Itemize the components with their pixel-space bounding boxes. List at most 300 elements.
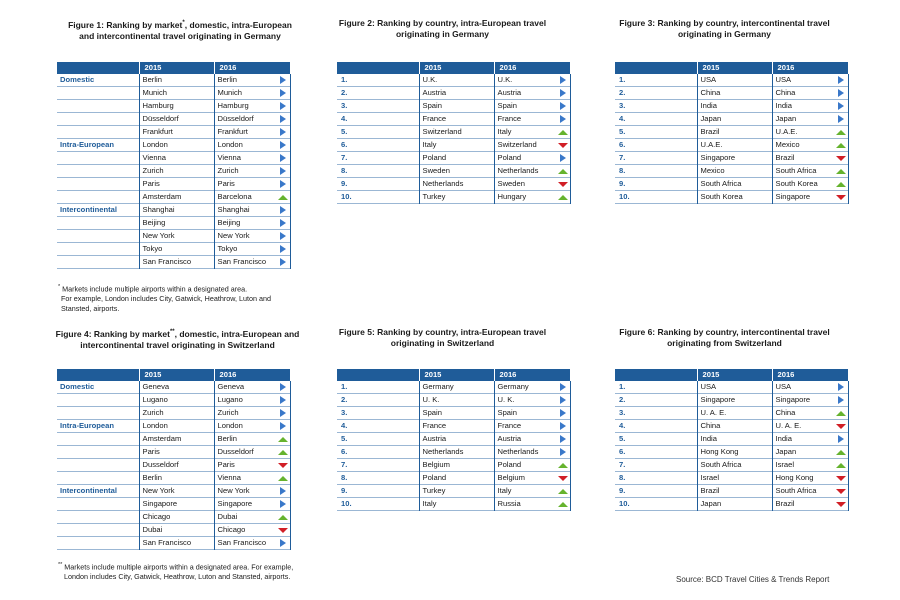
rank-2016-text: Italy [497,486,512,495]
table-row [615,191,848,204]
table-row [57,524,290,537]
year-header: 2015 [697,62,772,74]
rank-2016-text: U.K. [497,75,513,84]
rank-2016-cell [214,191,290,204]
table-row [57,420,290,433]
rank-2016-text: Lugano [217,395,243,404]
table-header-row [57,369,290,381]
trend-up-icon [558,169,568,174]
table-row [337,165,570,178]
rank-2016-cell [772,152,848,165]
rank-2016-cell [214,204,290,217]
rank-2015-cell: Belgium [419,459,494,472]
header-blank [337,62,419,74]
rank-number: 7. [337,152,419,165]
rank-2016-text: Sweden [497,179,525,188]
rank-2016-text: Frankfurt [217,127,248,136]
table-row [615,165,848,178]
rank-2016-text: Hungary [497,192,527,201]
rank-number: 3. [337,100,419,113]
rank-2016-cell [214,446,290,459]
figure-3-table [615,62,849,204]
rank-number: 4. [615,420,697,433]
trend-same-icon [280,167,286,175]
rank-2015-cell: Amsterdam [139,433,214,446]
figure-1-table [57,62,291,269]
trend-down-icon [836,156,846,161]
rank-2015-cell: Germany [419,381,494,394]
footnote-markets-germany: * Markets include multiple airports within a designated area. For example, London includes City, Gatwick, Heathrow, Luton and Stansted, airports. [58,284,272,314]
table-row [337,433,570,446]
trend-up-icon [558,463,568,468]
rank-2016-cell [214,407,290,420]
rank-2016-text: Vienna [217,153,242,162]
rank-number: 10. [615,191,697,204]
rank-2016-text: Singapore [775,395,811,404]
trend-up-icon [558,489,568,494]
year-header: 2016 [494,369,570,381]
table-row [337,420,570,433]
table-row [615,113,848,126]
trend-same-icon [838,396,844,404]
rank-number: 2. [337,394,419,407]
rank-2016-cell [494,74,570,87]
rank-2015-cell: Lugano [139,394,214,407]
rank-2016-text: France [497,421,522,430]
rank-2016-text: USA [775,75,792,84]
rank-number: 10. [337,498,419,511]
rank-2016-text: Japan [775,447,797,456]
category-label [57,433,139,446]
rank-2015-cell: Paris [139,446,214,459]
rank-2016-cell [214,178,290,191]
figure-5-title: Figure 5: Ranking by country, intra-European travel originating in Switzerland [338,327,547,348]
category-label [57,394,139,407]
table-row [57,537,290,550]
rank-2016-cell [772,87,848,100]
rank-number: 3. [615,407,697,420]
rank-2015-cell: London [139,420,214,433]
category-label: Intercontinental [57,204,139,217]
category-label [57,87,139,100]
year-header: 2015 [419,369,494,381]
trend-same-icon [560,154,566,162]
table-row [337,472,570,485]
trend-same-icon [280,422,286,430]
rank-2015-cell: France [419,113,494,126]
rank-2015-cell: Sweden [419,165,494,178]
category-label [57,100,139,113]
rank-2015-cell: New York [139,485,214,498]
rank-number: 1. [615,381,697,394]
rank-2016-text: Paris [217,179,235,188]
rank-2016-cell [214,511,290,524]
rank-2015-cell: Austria [419,87,494,100]
rank-2016-cell [214,537,290,550]
rank-2015-cell: Tokyo [139,243,214,256]
rank-2015-cell: Munich [139,87,214,100]
category-label [57,256,139,269]
rank-2016-cell [214,230,290,243]
category-label [57,459,139,472]
rank-2015-cell: London [139,139,214,152]
table-row [57,100,290,113]
rank-2016-cell [772,74,848,87]
trend-down-icon [836,424,846,429]
rank-2016-cell [214,100,290,113]
trend-up-icon [278,476,288,481]
trend-same-icon [838,383,844,391]
rank-2015-cell: USA [697,74,772,87]
table-row [337,394,570,407]
table-row [57,472,290,485]
header-blank [615,62,697,74]
rank-number: 10. [615,498,697,511]
trend-same-icon [560,115,566,123]
table-row [57,165,290,178]
table-row [57,446,290,459]
rank-2015-cell: Dubai [139,524,214,537]
rank-2016-cell [214,485,290,498]
rank-2015-cell: Spain [419,407,494,420]
trend-down-icon [836,195,846,200]
table-header-row [337,62,570,74]
rank-2015-cell: Brazil [697,485,772,498]
rank-2015-cell: Japan [697,498,772,511]
table-row [57,256,290,269]
rank-2016-cell [494,446,570,459]
table-row [615,178,848,191]
category-label [57,537,139,550]
category-label [57,113,139,126]
rank-number: 1. [337,381,419,394]
rank-2016-text: Poland [497,460,522,469]
table-row [615,407,848,420]
rank-2016-cell [214,126,290,139]
source-citation: Source: BCD Travel Cities & Trends Report [676,575,830,584]
rank-number: 5. [337,126,419,139]
trend-same-icon [280,115,286,123]
rank-2016-text: France [497,114,522,123]
rank-2016-text: Singapore [217,499,253,508]
trend-up-icon [836,182,846,187]
table-row [337,191,570,204]
table-row [337,407,570,420]
year-header: 2015 [697,369,772,381]
trend-same-icon [280,258,286,266]
rank-2015-cell: Turkey [419,191,494,204]
figure-4-table [57,369,291,550]
header-blank [57,369,139,381]
rank-2015-cell: Singapore [697,152,772,165]
rank-2015-cell: Geneva [139,381,214,394]
rank-2016-text: Barcelona [217,192,252,201]
category-label [57,243,139,256]
rank-2016-text: Hong Kong [775,473,814,482]
table-row [57,139,290,152]
year-header: 2016 [214,369,290,381]
rank-number: 8. [615,165,697,178]
rank-2016-cell [494,459,570,472]
trend-up-icon [836,411,846,416]
rank-2016-text: Netherlands [497,447,539,456]
rank-2015-cell: Israel [697,472,772,485]
rank-number: 5. [615,433,697,446]
rank-2015-cell: San Francisco [139,537,214,550]
rank-2015-cell: Amsterdam [139,191,214,204]
rank-2016-text: Brazil [775,153,795,162]
header-blank [337,369,419,381]
rank-2016-text: Munich [217,88,242,97]
table-row [615,87,848,100]
rank-2016-text: Brazil [775,499,795,508]
table-row [615,152,848,165]
table-row [615,139,848,152]
rank-2016-cell [214,472,290,485]
rank-number: 9. [615,178,697,191]
trend-same-icon [280,154,286,162]
category-label: Intra-European [57,139,139,152]
rank-2016-cell [772,139,848,152]
rank-2016-cell [772,165,848,178]
table-row [615,381,848,394]
rank-2015-cell: France [419,420,494,433]
rank-2016-text: USA [775,382,792,391]
rank-2016-text: India [775,101,792,110]
table-row [57,126,290,139]
figure-2-table [337,62,571,204]
rank-2016-text: Dusseldorf [217,447,254,456]
rank-2015-cell: USA [697,381,772,394]
rank-2016-cell [494,165,570,178]
table-row [57,485,290,498]
rank-2016-text: Paris [217,460,235,469]
rank-2015-cell: Spain [419,100,494,113]
rank-2016-text: Zurich [217,408,239,417]
rank-2015-cell: India [697,433,772,446]
trend-same-icon [280,219,286,227]
rank-2015-cell: New York [139,230,214,243]
trend-same-icon [280,245,286,253]
rank-2016-cell [494,407,570,420]
table-row [57,191,290,204]
figure-6-title: Figure 6: Ranking by country, intercontinental travel originating from Switzerland [619,327,830,348]
table-row [337,87,570,100]
table-row [57,511,290,524]
rank-2015-cell: U.K. [419,74,494,87]
rank-2016-text: New York [217,231,250,240]
rank-2015-cell: India [697,100,772,113]
rank-2015-cell: China [697,87,772,100]
table-row [337,74,570,87]
year-header: 2015 [139,62,214,74]
category-label [57,407,139,420]
table-header-row [615,62,848,74]
category-label [57,152,139,165]
rank-number: 4. [337,420,419,433]
trend-up-icon [278,450,288,455]
trend-same-icon [560,102,566,110]
rank-2016-text: Spain [497,101,517,110]
rank-2015-cell: Switzerland [419,126,494,139]
rank-2016-cell [494,485,570,498]
rank-2016-text: U. A. E. [775,421,802,430]
rank-2015-cell: Singapore [139,498,214,511]
rank-2016-text: Austria [497,434,522,443]
table-row [615,498,848,511]
trend-down-icon [836,476,846,481]
rank-2016-text: San Francisco [217,538,267,547]
trend-same-icon [280,141,286,149]
trend-same-icon [560,383,566,391]
trend-up-icon [278,437,288,442]
table-row [57,407,290,420]
rank-2015-cell: Berlin [139,472,214,485]
rank-2016-cell [214,420,290,433]
rank-2016-text: Poland [497,153,522,162]
category-label [57,230,139,243]
table-row [337,100,570,113]
rank-2016-text: Japan [775,114,797,123]
trend-up-icon [278,515,288,520]
rank-2016-cell [772,498,848,511]
rank-2016-text: Tokyo [217,244,238,253]
rank-2016-text: Chicago [217,525,246,534]
rank-2016-text: South Korea [775,179,818,188]
rank-number: 9. [337,178,419,191]
rank-2016-text: London [217,421,243,430]
rank-number: 4. [615,113,697,126]
table-row [57,459,290,472]
rank-number: 6. [337,446,419,459]
rank-2016-cell [772,394,848,407]
rank-2016-cell [494,87,570,100]
trend-same-icon [280,206,286,214]
trend-same-icon [838,89,844,97]
rank-number: 2. [615,394,697,407]
rank-2016-text: Italy [497,127,512,136]
trend-up-icon [836,143,846,148]
trend-up-icon [558,502,568,507]
rank-2016-cell [494,152,570,165]
trend-same-icon [280,102,286,110]
rank-2016-text: Switzerland [497,140,537,149]
header-blank [615,369,697,381]
rank-2016-cell [772,381,848,394]
trend-down-icon [558,182,568,187]
rank-2016-text: South Africa [775,166,817,175]
table-row [337,446,570,459]
rank-number: 1. [615,74,697,87]
category-label: Domestic [57,74,139,87]
rank-2015-cell: Vienna [139,152,214,165]
rank-2015-cell: Beijing [139,217,214,230]
trend-down-icon [836,489,846,494]
rank-2016-cell [772,191,848,204]
rank-2015-cell: Italy [419,498,494,511]
figure-5-table [337,369,571,511]
rank-2016-cell [214,381,290,394]
trend-same-icon [560,76,566,84]
rank-2016-text: Spain [497,408,517,417]
footnote-markets-switzerland: ** Markets include multiple airports within a designated area. For example, London includes City, Gatwick, Heathrow, Luton and Stansted, airports. [58,562,294,582]
table-header-row [337,369,570,381]
trend-same-icon [838,115,844,123]
rank-2016-text: China [775,408,796,417]
rank-2016-text: San Francisco [217,257,267,266]
table-row [337,126,570,139]
category-label: Domestic [57,381,139,394]
table-row [615,472,848,485]
year-header: 2016 [772,62,848,74]
rank-2016-cell [772,446,848,459]
rank-2015-cell: Chicago [139,511,214,524]
rank-2016-text: Belgium [497,473,525,482]
rank-2016-text: U. K. [497,395,515,404]
table-row [57,152,290,165]
trend-same-icon [280,128,286,136]
rank-number: 6. [337,139,419,152]
category-label [57,446,139,459]
trend-up-icon [558,195,568,200]
year-header: 2016 [214,62,290,74]
rank-2016-text: China [775,88,796,97]
rank-2016-text: U.A.E. [775,127,798,136]
rank-2016-cell [772,126,848,139]
category-label: Intra-European [57,420,139,433]
trend-up-icon [836,463,846,468]
rank-2015-cell: Zurich [139,165,214,178]
rank-2016-text: Düsseldorf [217,114,254,123]
rank-2016-cell [214,524,290,537]
rank-number: 8. [337,472,419,485]
trend-same-icon [560,396,566,404]
trend-same-icon [280,89,286,97]
rank-2016-cell [214,74,290,87]
table-row [615,433,848,446]
rank-number: 5. [615,126,697,139]
trend-up-icon [278,195,288,200]
trend-down-icon [836,502,846,507]
rank-2015-cell: Mexico [697,165,772,178]
table-row [57,204,290,217]
rank-2016-text: India [775,434,792,443]
table-row [337,139,570,152]
rank-2016-cell [772,178,848,191]
table-row [57,433,290,446]
rank-number: 8. [337,165,419,178]
rank-2015-cell: Poland [419,152,494,165]
rank-2015-cell: Netherlands [419,178,494,191]
table-row [337,459,570,472]
trend-same-icon [838,102,844,110]
rank-2016-text: Israel [775,460,795,469]
rank-2016-cell [214,139,290,152]
table-row [57,74,290,87]
trend-same-icon [560,448,566,456]
table-row [57,243,290,256]
rank-2016-cell [772,420,848,433]
rank-2016-cell [494,381,570,394]
table-row [337,498,570,511]
trend-up-icon [836,169,846,174]
rank-2016-cell [214,87,290,100]
rank-2015-cell: South Africa [697,459,772,472]
table-header-row [57,62,290,74]
category-label [57,165,139,178]
category-label [57,191,139,204]
trend-up-icon [558,130,568,135]
